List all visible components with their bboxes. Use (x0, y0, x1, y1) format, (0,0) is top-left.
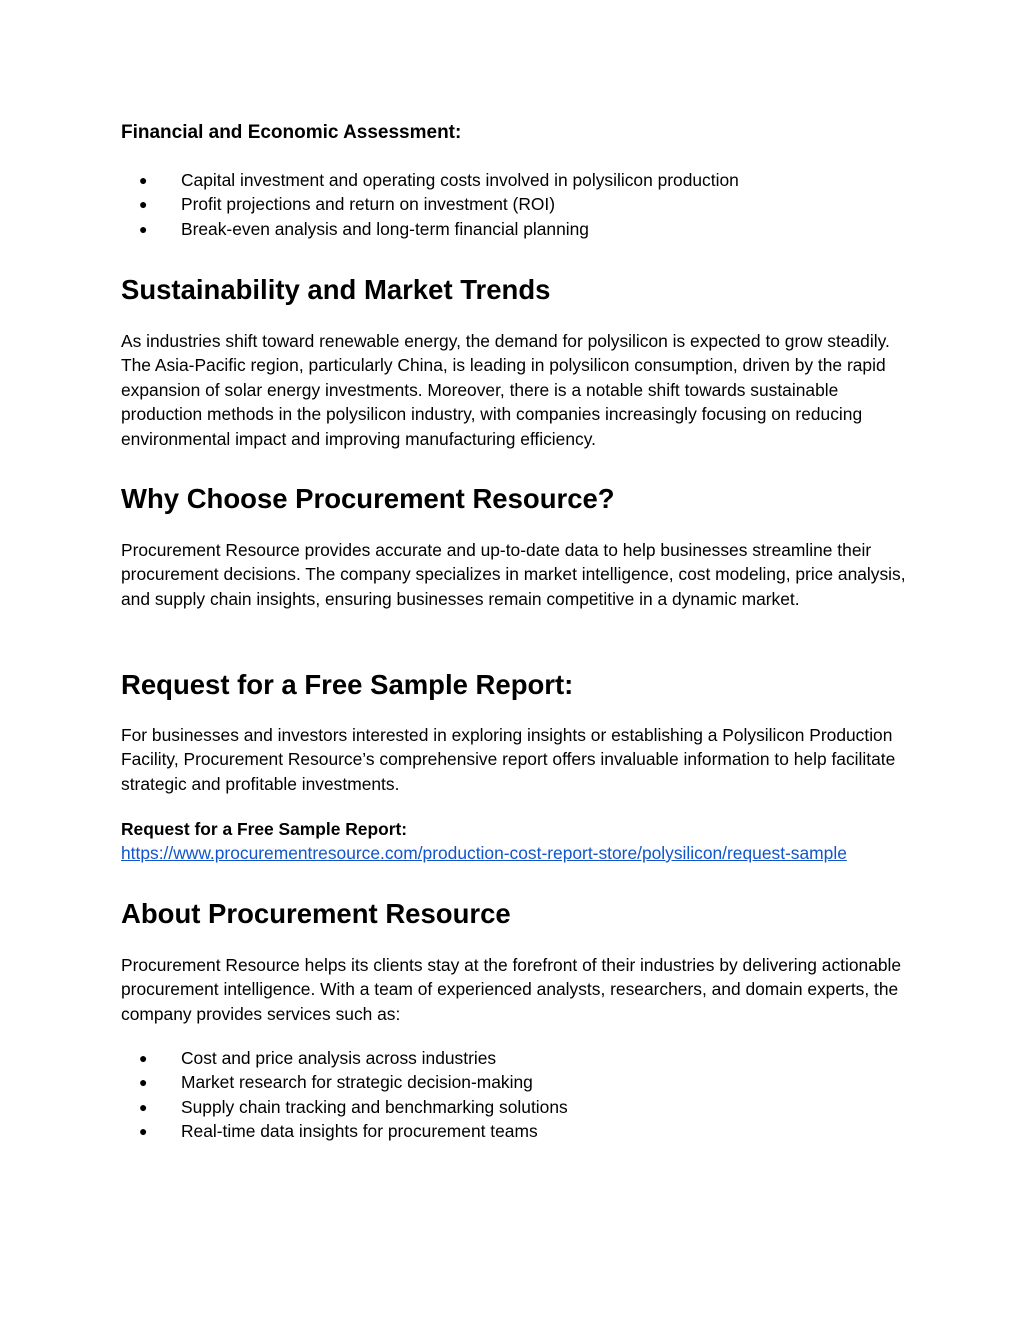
bullet-icon: ● (139, 1098, 148, 1115)
financial-heading: Financial and Economic Assessment: (121, 122, 462, 143)
list-item: ● Real-time data insights for procurement teams (121, 1119, 568, 1143)
list-item: ● Supply chain tracking and benchmarking solutions (121, 1095, 568, 1119)
sustainability-heading: Sustainability and Market Trends (121, 274, 551, 305)
list-item: ● Break-even analysis and long-term financial planning (121, 217, 739, 241)
sustainability-paragraph: As industries shift toward renewable energy, the demand for polysilicon is expected to grow steadily. The Asia-Pacific region, particularly China, is leading in polysilicon consumption, driven by the rapid expansion of solar energy investments. Moreover, there is a notable shift towards sustainable production methods in the polysilicon industry, with companies increasingly focusing on reducing environmental impact and improving manufacturing efficiency. (121, 331, 890, 449)
list-item: ● Capital investment and operating costs involved in polysilicon production (121, 168, 739, 192)
bullet-icon: ● (139, 1123, 148, 1140)
bullet-icon: ● (139, 196, 148, 213)
bullet-icon: ● (139, 1074, 148, 1091)
request-paragraph: For businesses and investors interested in exploring insights or establishing a Polysilicon Production Facility, Procurement Resource’s comprehensive report offers invaluable information to help facilitate strategic and profitable investments. (121, 725, 896, 794)
bullet-icon: ● (139, 220, 148, 237)
list-item: ● Profit projections and return on investment (ROI) (121, 192, 739, 216)
about-heading: About Procurement Resource (121, 898, 511, 929)
request-sample-link[interactable]: https://www.procurementresource.com/production-cost-report-store/polysilicon/request-sample (121, 843, 847, 863)
about-list (121, 1046, 568, 1144)
bullet-icon: ● (139, 1050, 148, 1066)
about-paragraph: Procurement Resource helps its clients stay at the forefront of their industries by delivering actionable procurement intelligence. With a team of experienced analysts, researchers, and domain experts, the company provides services such as: (121, 955, 902, 1024)
request-link-label: Request for a Free Sample Report: (121, 819, 408, 839)
request-heading: Request for a Free Sample Report: (121, 669, 574, 700)
bullet-icon: ● (139, 172, 148, 188)
why-choose-heading: Why Choose Procurement Resource? (121, 483, 615, 514)
list-item: ● Market research for strategic decision-making (121, 1070, 568, 1094)
list-item: ● Cost and price analysis across industries (121, 1046, 568, 1070)
why-choose-paragraph: Procurement Resource provides accurate and up-to-date data to help businesses streamline their procurement decisions. The company specializes in market intelligence, cost modeling, price analysis, and supply chain insights, ensuring businesses remain competitive in a dynamic market. (121, 540, 906, 609)
financial-list (121, 168, 739, 241)
